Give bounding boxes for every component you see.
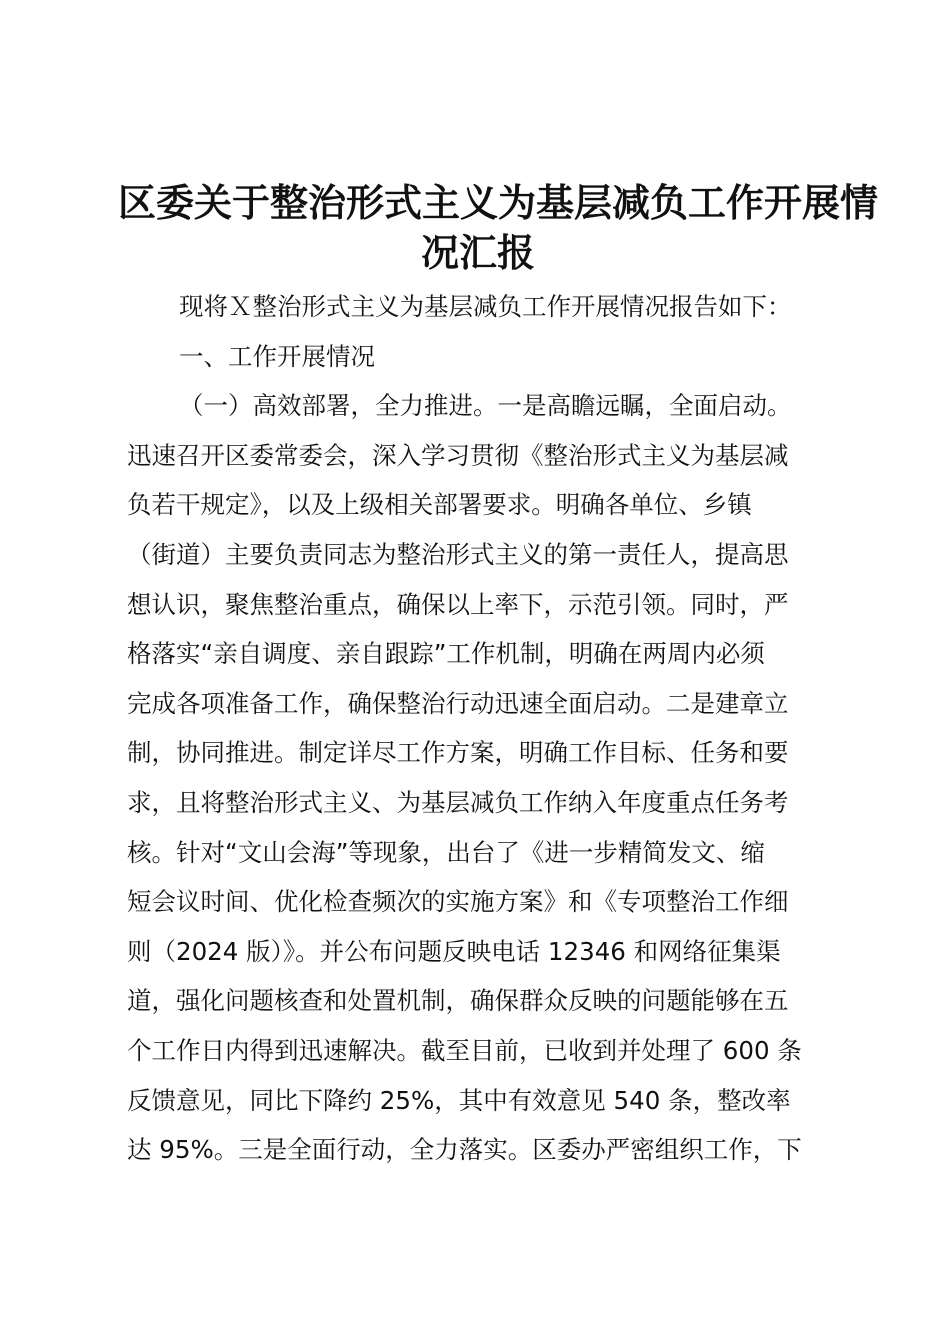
intro-paragraph: 现将Ｘ整治形式主义为基层减负工作开展情况报告如下：: [179, 292, 792, 321]
paragraph-line: 制，协同推进。制定详尽工作方案，明确工作目标、任务和要: [127, 738, 789, 768]
paragraph-line: 则（2024 版）》。并公布问题反映电话 12346 和网络征集渠: [127, 936, 781, 966]
paragraph-line: 想认识，聚焦整治重点，确保以上率下，示范引领。同时，严: [127, 589, 789, 619]
paragraph-line: （街道）主要负责同志为整治形式主义的第一责任人，提高思: [127, 539, 789, 569]
title-line-2: 况汇报: [420, 231, 535, 275]
paragraph-line: 负若干规定》，以及上级相关部署要求。明确各单位、乡镇: [127, 490, 752, 520]
paragraph-line: 短会议时间、优化检查频次的实施方案》和《专项整治工作细: [127, 887, 789, 917]
section-heading: 一、工作开展情况: [179, 341, 375, 371]
document-body: [127, 282, 833, 1175]
paragraph-line: 迅速召开区委常委会，深入学习贯彻《整治形式主义为基层减: [127, 440, 789, 470]
paragraph-line: 完成各项准备工作，确保整治行动迅速全面启动。二是建章立: [127, 688, 789, 718]
paragraph-line: 个工作日内得到迅速解决。截至目前，已收到并处理了 600 条: [127, 1035, 802, 1065]
paragraph-line: 格落实“亲自调度、亲自跟踪”工作机制，明确在两周内必须: [127, 639, 765, 669]
paragraph-line: 求，且将整治形式主义、为基层减负工作纳入年度重点任务考: [127, 787, 789, 817]
paragraph-line: 道，强化问题核查和处置机制，确保群众反映的问题能够在五: [127, 986, 789, 1016]
title-line-1: 区委关于整治形式主义为基层减负工作开展情: [118, 181, 879, 225]
paragraph-line: （一）高效部署，全力推进。一是高瞻远瞩，全面启动。: [179, 391, 792, 421]
document-title: [118, 178, 879, 278]
paragraph-line: 反馈意见，同比下降约 25%，其中有效意见 540 条，整改率: [127, 1085, 791, 1115]
paragraph-line: 达 95%。三是全面行动，全力落实。区委办严密组织工作，下: [127, 1135, 802, 1165]
paragraph-line: 核。针对“文山会海”等现象，出台了《进一步精简发文、缩: [127, 837, 765, 867]
